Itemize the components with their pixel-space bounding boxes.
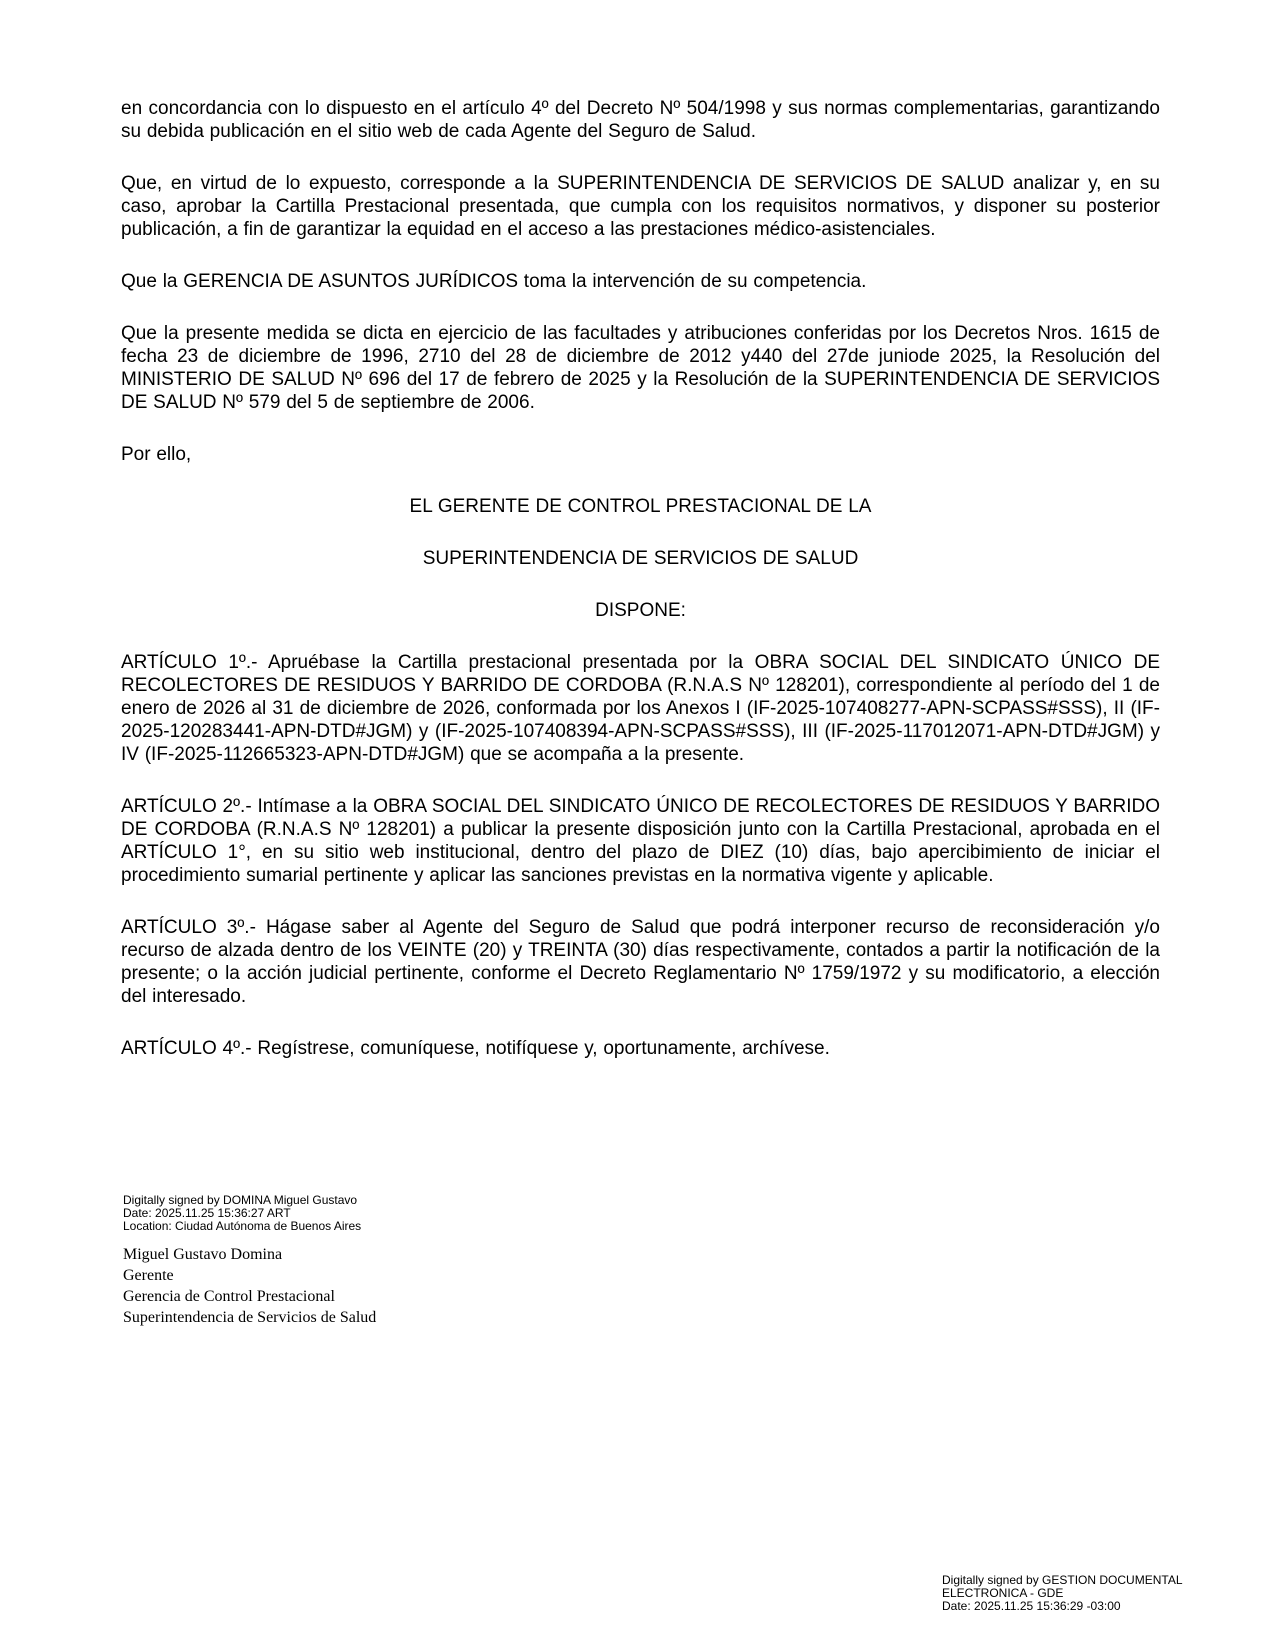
- digital-signature-details: [123, 1194, 376, 1233]
- gde-signature-block: [942, 1574, 1183, 1613]
- gde-signature-line-2: ELECTRONICA - GDE: [942, 1586, 1064, 1600]
- heading-dispone: DISPONE:: [595, 600, 686, 621]
- heading-authority-line-2: SUPERINTENDENCIA DE SERVICIOS DE SALUD: [422, 548, 859, 569]
- signature-block: [123, 1194, 376, 1328]
- paragraph-continuation: en concordancia con lo dispuesto en el artículo 4º del Decreto Nº 504/1998 y sus normas complementarias, garantizando su debida publicación en el sitio web de cada Agente del Seguro de Salud.: [121, 98, 1160, 142]
- gde-signature-line-3: Date: 2025.11.25 15:36:29 -03:00: [942, 1599, 1121, 1613]
- digital-signature-signer: Digitally signed by DOMINA Miguel Gustavo: [123, 1193, 358, 1207]
- signer-title: Gerente: [123, 1267, 174, 1284]
- article-3: ARTÍCULO 3º.- Hágase saber al Agente del Seguro de Salud que podrá interponer recurso de reconsideración y/o recurso de alzada dentro de los VEINTE (20) y TREINTA (30) días respectivamente, contados a partir la notificación de la presente; o la acción judicial pertinente, conforme el Decreto Reglamentario Nº 1759/1972 y su modificatorio, a elección del interesado.: [121, 917, 1160, 1007]
- paragraph-considerando-3: Que la presente medida se dicta en ejercicio de las facultades y atribuciones conferidas por los Decretos Nros. 1615 de fecha 23 de diciembre de 1996, 2710 del 28 de diciembre de 2012 y440 del 27de juniode 2025, la Resolución del MINISTERIO DE SALUD Nº 696 del 17 de febrero de 2025 y la Resolución de la SUPERINTENDENCIA DE SERVICIOS DE SALUD Nº 579 del 5 de septiembre de 2006.: [121, 323, 1160, 413]
- paragraph-por-ello: Por ello,: [121, 444, 192, 465]
- signer-organization: Superintendencia de Servicios de Salud: [123, 1309, 377, 1326]
- gde-signature-line-1: Digitally signed by GESTION DOCUMENTAL: [942, 1573, 1183, 1587]
- article-4: ARTÍCULO 4º.- Regístrese, comuníquese, notifíquese y, oportunamente, archívese.: [121, 1038, 830, 1059]
- signer-identity: [123, 1244, 376, 1328]
- paragraph-considerando-2: Que la GERENCIA DE ASUNTOS JURÍDICOS toma la intervención de su competencia.: [121, 271, 867, 292]
- paragraph-considerando-1: Que, en virtud de lo expuesto, corresponde a la SUPERINTENDENCIA DE SERVICIOS DE SALUD analizar y, en su caso, aprobar la Cartilla Prestacional presentada, que cumpla con los requisitos normativos, y disponer su posterior publicación, a fin de garantizar la equidad en el acceso a las prestaciones médico-asistenciales.: [121, 173, 1160, 240]
- heading-authority-line-1: EL GERENTE DE CONTROL PRESTACIONAL DE LA: [409, 496, 872, 517]
- digital-signature-location: Location: Ciudad Autónoma de Buenos Aires: [123, 1219, 362, 1233]
- signer-department: Gerencia de Control Prestacional: [123, 1288, 335, 1305]
- article-2: ARTÍCULO 2º.- Intímase a la OBRA SOCIAL DEL SINDICATO ÚNICO DE RECOLECTORES DE RESIDUOS Y BARRIDO DE CORDOBA (R.N.A.S Nº 128201) a publicar la presente disposición junto con la Cartilla Prestacional, aprobada en el ARTÍCULO 1°, en su sitio web institucional, dentro del plazo de DIEZ (10) días, bajo apercibimiento de iniciar el procedimiento sumarial pertinente y aplicar las sanciones previstas en la normativa vigente y aplicable.: [121, 796, 1160, 886]
- digital-signature-date: Date: 2025.11.25 15:36:27 ART: [123, 1206, 291, 1220]
- document-body: [121, 97, 1160, 1089]
- article-1: ARTÍCULO 1º.- Apruébase la Cartilla prestacional presentada por la OBRA SOCIAL DEL SINDICATO ÚNICO DE RECOLECTORES DE RESIDUOS Y BARRIDO DE CORDOBA (R.N.A.S Nº 128201), correspondiente al período del 1 de enero de 2026 al 31 de diciembre de 2026, conformada por los Anexos I (IF-2025-107408277-APN-SCPASS#SSS), II (IF-2025-120283441-APN-DTD#JGM) y (IF-2025-107408394-APN-SCPASS#SSS), III (IF-2025-117012071-APN-DTD#JGM) y IV (IF-2025-112665323-APN-DTD#JGM) que se acompaña a la presente.: [121, 652, 1160, 765]
- signer-name: Miguel Gustavo Domina: [123, 1246, 283, 1263]
